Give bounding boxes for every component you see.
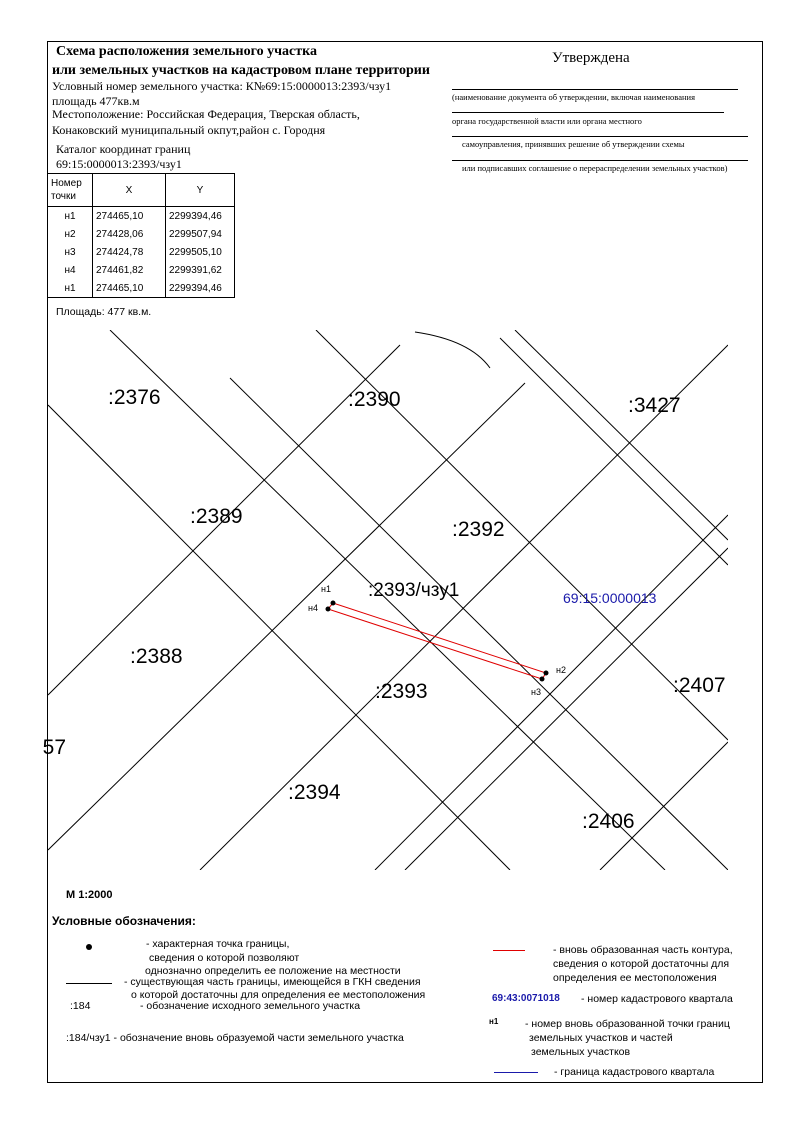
boundary-curve (415, 332, 490, 368)
legend-point-symbol (86, 944, 92, 950)
table-row (48, 261, 235, 279)
parcel-label: :2407 (673, 674, 726, 697)
legend-new-contour-text: сведения о которой достаточны для (553, 958, 730, 970)
parcel-label: :2393 (375, 680, 428, 703)
legend-quarter-border-symbol (494, 1072, 538, 1073)
road-edge (515, 330, 728, 540)
legend-source-symbol: :184 (70, 1000, 91, 1012)
point-label-n3: н3 (531, 687, 541, 697)
legend-existing-text: о которой достаточны для определения ее местоположения (131, 989, 426, 1001)
parcel-label: :2394 (288, 781, 341, 804)
boundary-point-n1 (331, 601, 336, 606)
coordinate-table (47, 173, 235, 298)
title-line-2: или земельных участков на кадастровом плане территории (52, 63, 430, 78)
catalog-area: Площадь: 477 кв.м. (56, 306, 152, 318)
parcel-label-new-part: :2393/чзу1 (368, 580, 460, 601)
boundary-point-n4 (326, 607, 331, 612)
approval-line-2: органа государственной власти или органа местного (452, 116, 642, 126)
legend-title: Условные обозначения: (52, 914, 196, 928)
new-part-contour (328, 603, 546, 679)
legend-new-point-symbol: н1 (489, 1017, 499, 1026)
legend-new-point-text: земельных участков и частей (529, 1032, 673, 1044)
approval-rule (452, 136, 748, 137)
legend-new-contour-text: - вновь образованная часть контура, (553, 944, 733, 956)
cell-x: 274465,10 (93, 279, 166, 298)
col-x-header: X (93, 174, 166, 207)
boundary-line (42, 383, 525, 850)
cell-x: 274465,10 (93, 207, 166, 226)
cell-point: н3 (48, 243, 93, 261)
table-row (48, 225, 235, 243)
cell-point: н1 (48, 279, 93, 298)
cell-point: н4 (48, 261, 93, 279)
cell-x: 274428,06 (93, 225, 166, 243)
location-line-1: Местоположение: Российская Федерация, Тверская область, (52, 107, 360, 121)
cell-x: 274424,78 (93, 243, 166, 261)
parcel-label: :2388 (130, 645, 183, 668)
parcel-label: :3427 (628, 394, 681, 417)
point-label-n4: н4 (308, 603, 318, 613)
title-line-1: Схема расположения земельного участка (56, 44, 317, 59)
boundary-point-n3 (540, 677, 545, 682)
parcel-label: :2389 (190, 505, 243, 528)
catalog-number: 69:15:0000013:2393/чзу1 (56, 157, 182, 171)
parcel-label: :2406 (582, 810, 635, 833)
point-label-n1: н1 (321, 584, 331, 594)
boundary-point-n2 (544, 671, 549, 676)
parcel-label: 57 (42, 736, 66, 759)
legend-quarter-text: - номер кадастрового квартала (581, 993, 733, 1005)
catalog-title: Каталог координат границ (56, 142, 191, 156)
table-row (48, 279, 235, 298)
road-edge (500, 338, 728, 565)
parcel-label: :2376 (108, 386, 161, 409)
legend-red-line-symbol (493, 950, 525, 951)
legend-source-text: - обозначение исходного земельного участка (140, 1000, 361, 1012)
conditional-number: Условный номер земельного участка: К№69:15:0000013:2393/чзу1 (52, 79, 392, 93)
approval-rule (452, 112, 724, 113)
parcel-label: :2390 (348, 388, 401, 411)
boundary-line (42, 405, 510, 870)
col-y-header: Y (166, 174, 235, 207)
quarter-label: 69:15:0000013 (563, 590, 657, 606)
area-text: площадь 477кв.м (52, 94, 140, 108)
cell-y: 2299391,62 (166, 261, 235, 279)
approval-line-3: самоуправления, принявших решение об утверждении схемы (462, 139, 685, 149)
cell-point: н2 (48, 225, 93, 243)
approval-heading: Утверждена (552, 50, 630, 66)
approval-rule (452, 160, 748, 161)
legend-new-contour-text: определения ее местоположения (553, 972, 717, 984)
legend-point-text: однозначно определить ее положение на местности (145, 965, 401, 977)
point-label-n2: н2 (556, 665, 566, 675)
legend-quarter-border-text: - граница кадастрового квартала (554, 1066, 715, 1078)
legend-existing-text: - существующая часть границы, имеющейся в ГКН сведения (124, 976, 421, 988)
table-row (48, 207, 235, 226)
legend-existing-line-symbol (66, 983, 112, 984)
cell-y: 2299394,46 (166, 207, 235, 226)
legend-new-point-text: земельных участков (531, 1046, 631, 1058)
cell-y: 2299507,94 (166, 225, 235, 243)
parcel-label: :2392 (452, 518, 505, 541)
table-header-row (48, 174, 235, 207)
approval-line-4: или подписавших соглашение о перераспределении земельных участков) (462, 163, 728, 173)
cell-y: 2299394,46 (166, 279, 235, 298)
scale-label: М 1:2000 (66, 889, 113, 901)
legend-new-point-text: - номер вновь образованной точки границ (525, 1018, 730, 1030)
location-line-2: Конаковский муниципальный окпут,район с. Городня (52, 123, 326, 137)
approval-rule (452, 89, 738, 90)
table-row (48, 243, 235, 261)
legend-quarter-symbol: 69:43:0071018 (492, 993, 560, 1004)
cell-y: 2299505,10 (166, 243, 235, 261)
cell-point: н1 (48, 207, 93, 226)
legend-point-text: сведения о которой позволяют (149, 952, 300, 964)
approval-line-1: (наименование документа об утверждении, включая наименования (452, 92, 695, 102)
legend-new-part-text: :184/чзу1 - обозначение вновь образуемой части земельного участка (66, 1032, 404, 1044)
cell-x: 274461,82 (93, 261, 166, 279)
legend-point-text: - характерная точка границы, (146, 938, 290, 950)
col-point-header: Номер точки (48, 174, 93, 207)
